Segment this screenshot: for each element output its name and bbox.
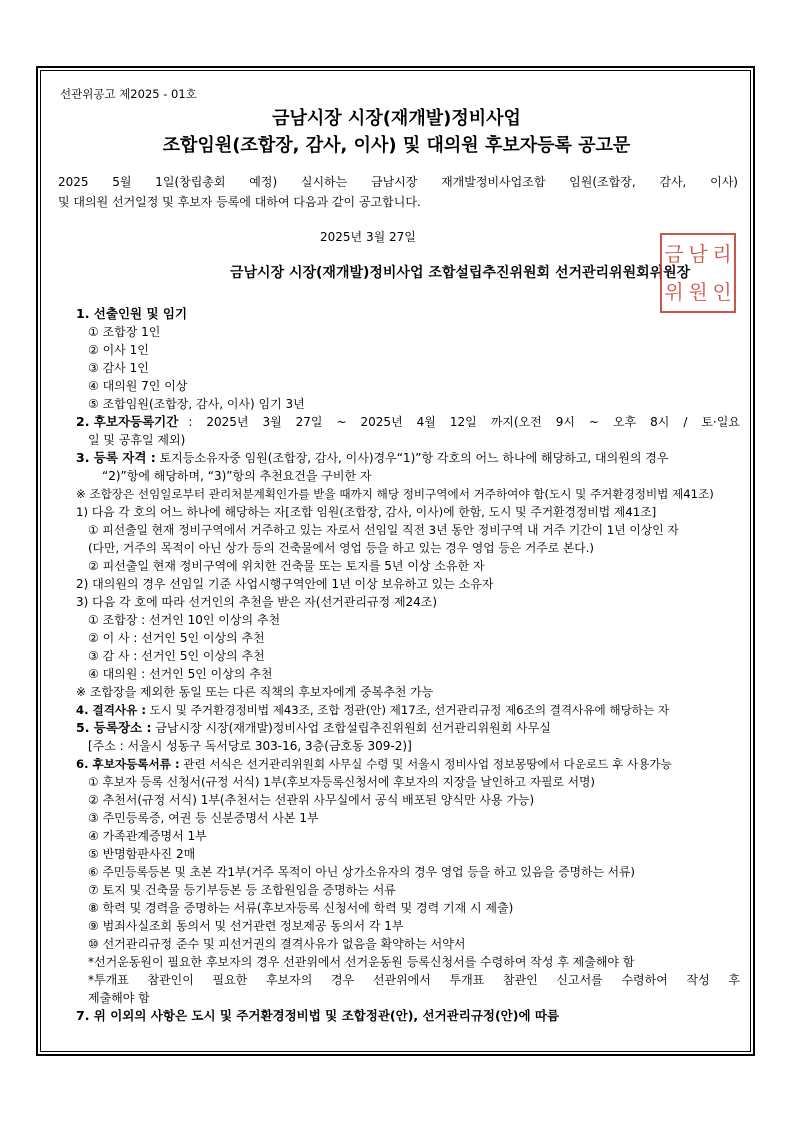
section-6-item: ② 추천서(규정 서식) 1부(추천서는 선관위 사무실에서 공식 배포된 양식만 사용 가능) — [88, 793, 535, 807]
section-1-item: ④ 대의원 7인 이상 — [88, 379, 188, 393]
section-5-address: [주소 : 서울시 성동구 독서당로 303-16, 3층(금호동 309-2)] — [88, 739, 412, 753]
intro-word: 임원(조합장, — [569, 175, 636, 189]
notice-body — [76, 305, 740, 1025]
section-3-sub-1-item: ② 피선출일 현재 정비구역에 위치한 건축물 또는 토지를 5년 이상 소유한 자 — [88, 559, 485, 573]
intro-word: 1일(창립총회 — [155, 175, 226, 189]
section-6-note-2-word: 후 — [728, 973, 740, 987]
section-6-note-2-word: 경우 — [331, 973, 355, 987]
section-2-word: 까지(오전 — [490, 415, 542, 429]
section-6-note-2-word: 신고서를 — [556, 973, 603, 987]
section-3-sub-1-item: (다만, 거주의 목적이 아닌 상가 등의 건축물에서 영업 등을 하고 있는 경우 영업 등은 거주로 본다.) — [88, 541, 594, 555]
section-6-item: ① 후보자 등록 신청서(규정 서식) 1부(후보자등록신청서에 후보자의 지장을 날인하고 자필로 서명) — [88, 775, 596, 789]
section-2-word: 토·일요 — [701, 415, 740, 429]
seal-char: 리 — [712, 242, 732, 266]
section-6-note-1: *선거운동원이 필요한 후보자의 경우 선관위에서 선거운동원 등록신청서를 수령하여 작성 후 제출해야 함 — [88, 955, 635, 969]
intro-paragraph — [58, 172, 738, 212]
seal-char: 금 — [664, 242, 684, 266]
notice-number: 선관위공고 제2025 - 01호 — [60, 87, 197, 101]
section-3-sub-3-item: ③ 감 사 : 선거인 5인 이상의 추천 — [88, 649, 265, 663]
section-2-word: 12일 — [449, 415, 477, 429]
section-3-sub-2: 2) 대의원의 경우 선임일 기준 사업시행구역안에 1년 이상 보유하고 있는 소유자 — [76, 577, 494, 591]
section-1-item: ① 조합장 1인 — [88, 325, 161, 339]
section-6-note-2-continued: 제출해야 함 — [88, 991, 150, 1005]
section-6-item: ⑤ 반명함판사진 2매 — [88, 847, 196, 861]
section-3-sub-1: 1) 다음 각 호의 어느 하나에 해당하는 자[조합 임원(조합장, 감사, 이사)에 한함, 도시 및 주거환경정비법 제41조] — [76, 505, 657, 519]
section-5-heading: 5. 등록장소 : — [76, 720, 152, 735]
section-6-item: ⑨ 범죄사실조회 동의서 및 선거관련 정보제공 동의서 각 1부 — [88, 919, 404, 933]
section-6-heading: 6. 후보자등록서류 : — [76, 757, 180, 771]
section-3-text-continued: “2)”항에 해당하며, “3)”항의 추천요건을 구비한 자 — [102, 469, 372, 483]
section-6-note-2-word: 작성 — [686, 973, 710, 987]
section-3-note: ※ 조합장은 선임일로부터 관리처분계획인가를 받을 때까지 해당 정비구역에서 거주하여야 함(도시 및 주거환경정비법 제41조) — [76, 487, 714, 501]
section-2-word: ~ — [588, 415, 599, 429]
seal-char: 원 — [688, 280, 708, 304]
section-2-word: 8시 — [650, 415, 670, 429]
section-4-heading: 4. 결격사유 : — [76, 703, 146, 717]
seal-char: 남 — [688, 242, 708, 266]
section-1-item: ⑤ 조합임원(조합장, 감사, 이사) 임기 3년 — [88, 397, 305, 411]
section-2-word: 2025년 — [360, 415, 403, 429]
section-2-word: 오후 — [612, 415, 637, 429]
section-6-item: ⑧ 학력 및 경력을 증명하는 서류(후보자등록 신청서에 학력 및 경력 기재 시 제출) — [88, 901, 514, 915]
section-6-item: ④ 가족관계증명서 1부 — [88, 829, 207, 843]
section-2-word: / — [683, 415, 688, 429]
section-6-note-2 — [76, 971, 740, 989]
section-2-word: : — [188, 415, 193, 429]
section-6-item: ⑩ 선거관리규정 준수 및 피선거권의 결격사유가 없음을 확약하는 서약서 — [88, 937, 466, 951]
section-2-word: 2025년 — [206, 415, 249, 429]
section-2-word: 4월 — [416, 415, 436, 429]
section-6-note-2-word: 수령하여 — [621, 973, 668, 987]
section-1-item: ③ 감사 1인 — [88, 361, 149, 375]
section-3-sub-3-item: ① 조합장 : 선거인 10인 이상의 추천 — [88, 613, 281, 627]
section-6-text: 관련 서식은 선거관리위원회 사무실 수령 및 서울시 정비사업 정보몽땅에서 다운로드 후 사용가능 — [179, 757, 672, 771]
seal-char: 인 — [712, 280, 732, 304]
section-6-note-2-word: *투개표 — [88, 973, 129, 987]
section-6-note-2-word: 후보자의 — [265, 973, 313, 987]
section-2-period — [188, 413, 740, 431]
section-2-word: ~ — [336, 415, 347, 429]
section-6-note-2-word: 참관인이 — [147, 973, 194, 987]
intro-word: 금남시장 — [370, 175, 418, 189]
section-1-item: ② 이사 1인 — [88, 343, 149, 357]
section-2-line — [76, 413, 740, 431]
section-3-sub-3: 3) 다음 각 호에 따라 선거인의 추천을 받은 자(선거관리규정 제24조) — [76, 595, 438, 609]
section-2-word: 27일 — [295, 415, 323, 429]
section-3-heading: 3. 등록 자격 : — [76, 450, 156, 465]
intro-word: 이사) — [710, 175, 738, 189]
section-7-text: 7. 위 이외의 사항은 도시 및 주거환경정비법 및 조합정관(안), 선거관리규정(안)에 따름 — [76, 1008, 560, 1023]
title-line-2: 조합임원(조합장, 감사, 이사) 및 대의원 후보자등록 공고문 — [162, 135, 631, 156]
section-5-text: 금남시장 시장(재개발)정비사업 조합설립추진위원회 선거관리위원회 사무실 — [151, 721, 551, 735]
section-2-word: 9시 — [555, 415, 575, 429]
intro-word: 실시하는 — [300, 175, 348, 189]
section-6-note-2-word: 선관위에서 — [372, 973, 431, 987]
intro-line-1 — [58, 172, 738, 192]
intro-word: 5월 — [112, 175, 132, 189]
section-3-text: 토지등소유자중 임원(조합장, 감사, 이사)경우“1)”항 각호의 어느 하나에 해당하고, 대의원의 경우 — [155, 451, 669, 465]
intro-word: 감사, — [659, 175, 687, 189]
section-6-note-2-word: 필요한 — [212, 973, 248, 987]
section-6-note-2-word: 투개표 — [449, 973, 485, 987]
section-3-sub-1-item: ① 피선출일 현재 정비구역에서 거주하고 있는 자로서 선임일 직전 3년 동안 정비구역 내 거주 기간이 1년 이상인 자 — [88, 523, 679, 537]
section-2-word: 3월 — [262, 415, 282, 429]
section-1-heading: 1. 선출인원 및 임기 — [76, 306, 188, 321]
official-seal-stamp — [660, 233, 736, 313]
intro-word: 재개발정비사업조합 — [441, 175, 546, 189]
section-3-sub-3-item: ② 이 사 : 선거인 5인 이상의 추천 — [88, 631, 265, 645]
section-6-item: ⑥ 주민등록등본 및 초본 각1부(거주 목적이 아닌 상가소유자의 경우 영업 등을 하고 있음을 증명하는 서류) — [88, 865, 636, 879]
intro-line-2: 및 대의원 선거일정 및 후보자 등록에 대하여 다음과 같이 공고합니다. — [58, 195, 421, 209]
seal-char: 위 — [664, 280, 684, 304]
section-6-item: ⑦ 토지 및 건축물 등기부등본 등 조합원임을 증명하는 서류 — [88, 883, 396, 897]
section-3-sub-3-item: ④ 대의원 : 선거인 5인 이상의 추천 — [88, 667, 273, 681]
intro-word: 2025 — [58, 175, 89, 189]
notice-date: 2025년 3월 27일 — [320, 230, 416, 244]
organization-name: 금남시장 시장(재개발)정비사업 조합설립추진위원회 선거관리위원회위원장 — [230, 265, 691, 281]
intro-word: 예정) — [249, 175, 278, 189]
section-6-note-2-word: 참관인 — [502, 973, 538, 987]
section-4-text: 도시 및 주거환경정비법 제43조, 조합 정관(안) 제17조, 선거관리규정 제6조의 결격사유에 해당하는 자 — [145, 703, 670, 717]
title-line-1: 금남시장 시장(재개발)정비사업 — [272, 108, 521, 129]
section-2-continued: 일 및 공휴일 제외) — [88, 433, 186, 447]
section-6-item: ③ 주민등록증, 여권 등 신분증명서 사본 1부 — [88, 811, 319, 825]
section-3-note-2: ※ 조합장을 제외한 동일 또는 다른 직책의 후보자에게 중복추천 가능 — [76, 685, 434, 699]
section-2-heading: 2. 후보자등록기간 — [76, 414, 179, 429]
